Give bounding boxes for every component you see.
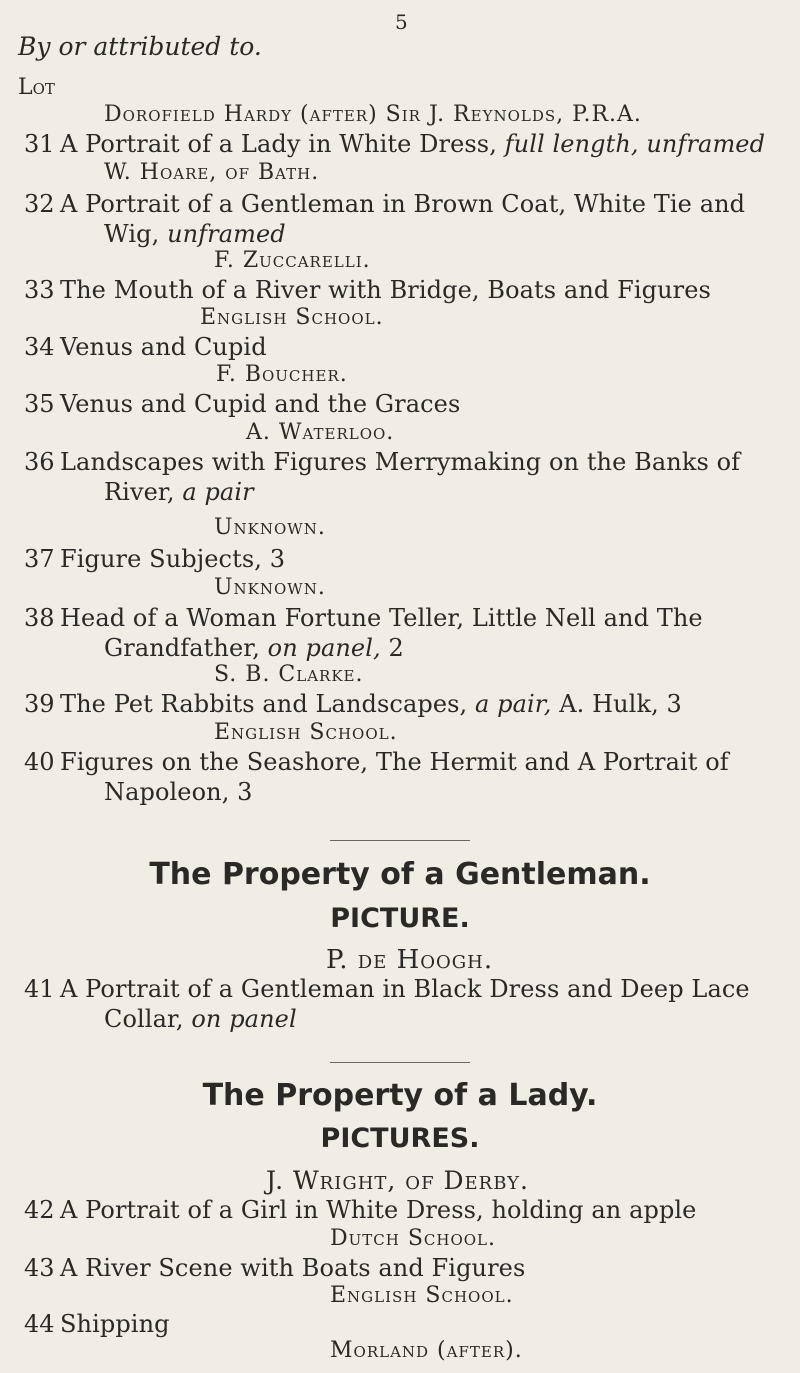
lot-description-continued: Collar, on panel bbox=[104, 1005, 297, 1033]
artist-line: Dorofield Hardy (after) Sir J. Reynolds, P.R.A. bbox=[104, 102, 642, 127]
lot-description: The Pet Rabbits and Landscapes, a pair, A. Hulk, 3 bbox=[60, 690, 682, 718]
lot-description-continued: River, a pair bbox=[104, 478, 254, 506]
section-divider bbox=[330, 840, 470, 841]
section-category: PICTURES. bbox=[320, 1123, 480, 1154]
lot-number: 37 bbox=[24, 545, 55, 573]
lot-entry bbox=[0, 130, 800, 164]
lot-entry bbox=[0, 604, 800, 638]
lot-number: 39 bbox=[24, 690, 55, 718]
artist-line: A. Waterloo. bbox=[246, 420, 395, 445]
lot-number: 33 bbox=[24, 276, 55, 304]
artist-line: S. B. Clarke. bbox=[214, 662, 364, 687]
artist-line: English School. bbox=[200, 305, 384, 330]
lot-description: Figures on the Seashore, The Hermit and A Portrait of bbox=[60, 748, 729, 776]
lot-description: Shipping bbox=[60, 1310, 170, 1338]
artist-line: English School. bbox=[330, 1283, 514, 1308]
lot-description: Landscapes with Figures Merrymaking on the Banks of bbox=[60, 448, 741, 476]
artist-line: English School. bbox=[214, 720, 398, 745]
lot-number: 41 bbox=[24, 975, 55, 1003]
lot-entry bbox=[0, 448, 800, 482]
lot-number: 40 bbox=[24, 748, 55, 776]
artist-line: Unknown. bbox=[214, 575, 326, 600]
lot-number: 34 bbox=[24, 333, 55, 361]
lot-description: A River Scene with Boats and Figures bbox=[60, 1254, 526, 1282]
lot-description: A Portrait of a Lady in White Dress, full length, unframed bbox=[60, 130, 766, 158]
lot-column-header: Lot bbox=[18, 75, 55, 100]
artist-line: W. Hoare, of Bath. bbox=[104, 160, 320, 185]
lot-entry bbox=[0, 975, 800, 1009]
lot-description: The Mouth of a River with Bridge, Boats and Figures bbox=[60, 276, 711, 304]
lot-description-continued: Napoleon, 3 bbox=[104, 778, 253, 806]
lot-description-continued: Grandfather, on panel, 2 bbox=[104, 634, 404, 662]
lot-entry bbox=[0, 190, 800, 224]
section-divider bbox=[330, 1062, 470, 1063]
artist-line: F. Zuccarelli. bbox=[214, 248, 371, 273]
lot-description: Venus and Cupid and the Graces bbox=[60, 390, 461, 418]
artist-line: J. Wright, of Derby. bbox=[266, 1166, 529, 1195]
artist-line: P. de Hoogh. bbox=[326, 945, 494, 975]
lot-number: 35 bbox=[24, 390, 55, 418]
section-heading: The Property of a Lady. bbox=[202, 1078, 598, 1113]
lot-number: 38 bbox=[24, 604, 55, 632]
lot-description: A Portrait of a Gentleman in Black Dress and Deep Lace bbox=[60, 975, 750, 1003]
lot-description-continued: Wig, unframed bbox=[104, 220, 286, 248]
page-number: 5 bbox=[395, 10, 408, 34]
lot-number: 43 bbox=[24, 1254, 55, 1282]
artist-line: Morland (after). bbox=[330, 1338, 523, 1363]
lot-description: A Portrait of a Girl in White Dress, holding an apple bbox=[60, 1196, 697, 1224]
section-category: PICTURE. bbox=[330, 903, 470, 934]
lot-number: 36 bbox=[24, 448, 55, 476]
lot-number: 31 bbox=[24, 130, 55, 158]
lot-entry bbox=[0, 1196, 800, 1230]
section-heading: The Property of a Gentleman. bbox=[149, 857, 651, 892]
lot-description: Figure Subjects, 3 bbox=[60, 545, 286, 573]
lot-description: A Portrait of a Gentleman in Brown Coat, White Tie and bbox=[60, 190, 746, 218]
artist-line: Dutch School. bbox=[330, 1226, 497, 1251]
lot-number: 44 bbox=[24, 1310, 55, 1338]
lot-entry bbox=[0, 333, 800, 367]
artist-line: Unknown. bbox=[214, 515, 326, 540]
lot-number: 32 bbox=[24, 190, 55, 218]
lot-description: Venus and Cupid bbox=[60, 333, 267, 361]
lot-entry bbox=[0, 276, 800, 310]
lot-entry bbox=[0, 545, 800, 579]
lot-entry bbox=[0, 390, 800, 424]
lot-entry bbox=[0, 748, 800, 782]
lot-number: 42 bbox=[24, 1196, 55, 1224]
lot-entry bbox=[0, 690, 800, 724]
artist-line: F. Boucher. bbox=[216, 362, 348, 387]
page-heading: By or attributed to. bbox=[18, 32, 262, 61]
lot-description: Head of a Woman Fortune Teller, Little Nell and The bbox=[60, 604, 703, 632]
